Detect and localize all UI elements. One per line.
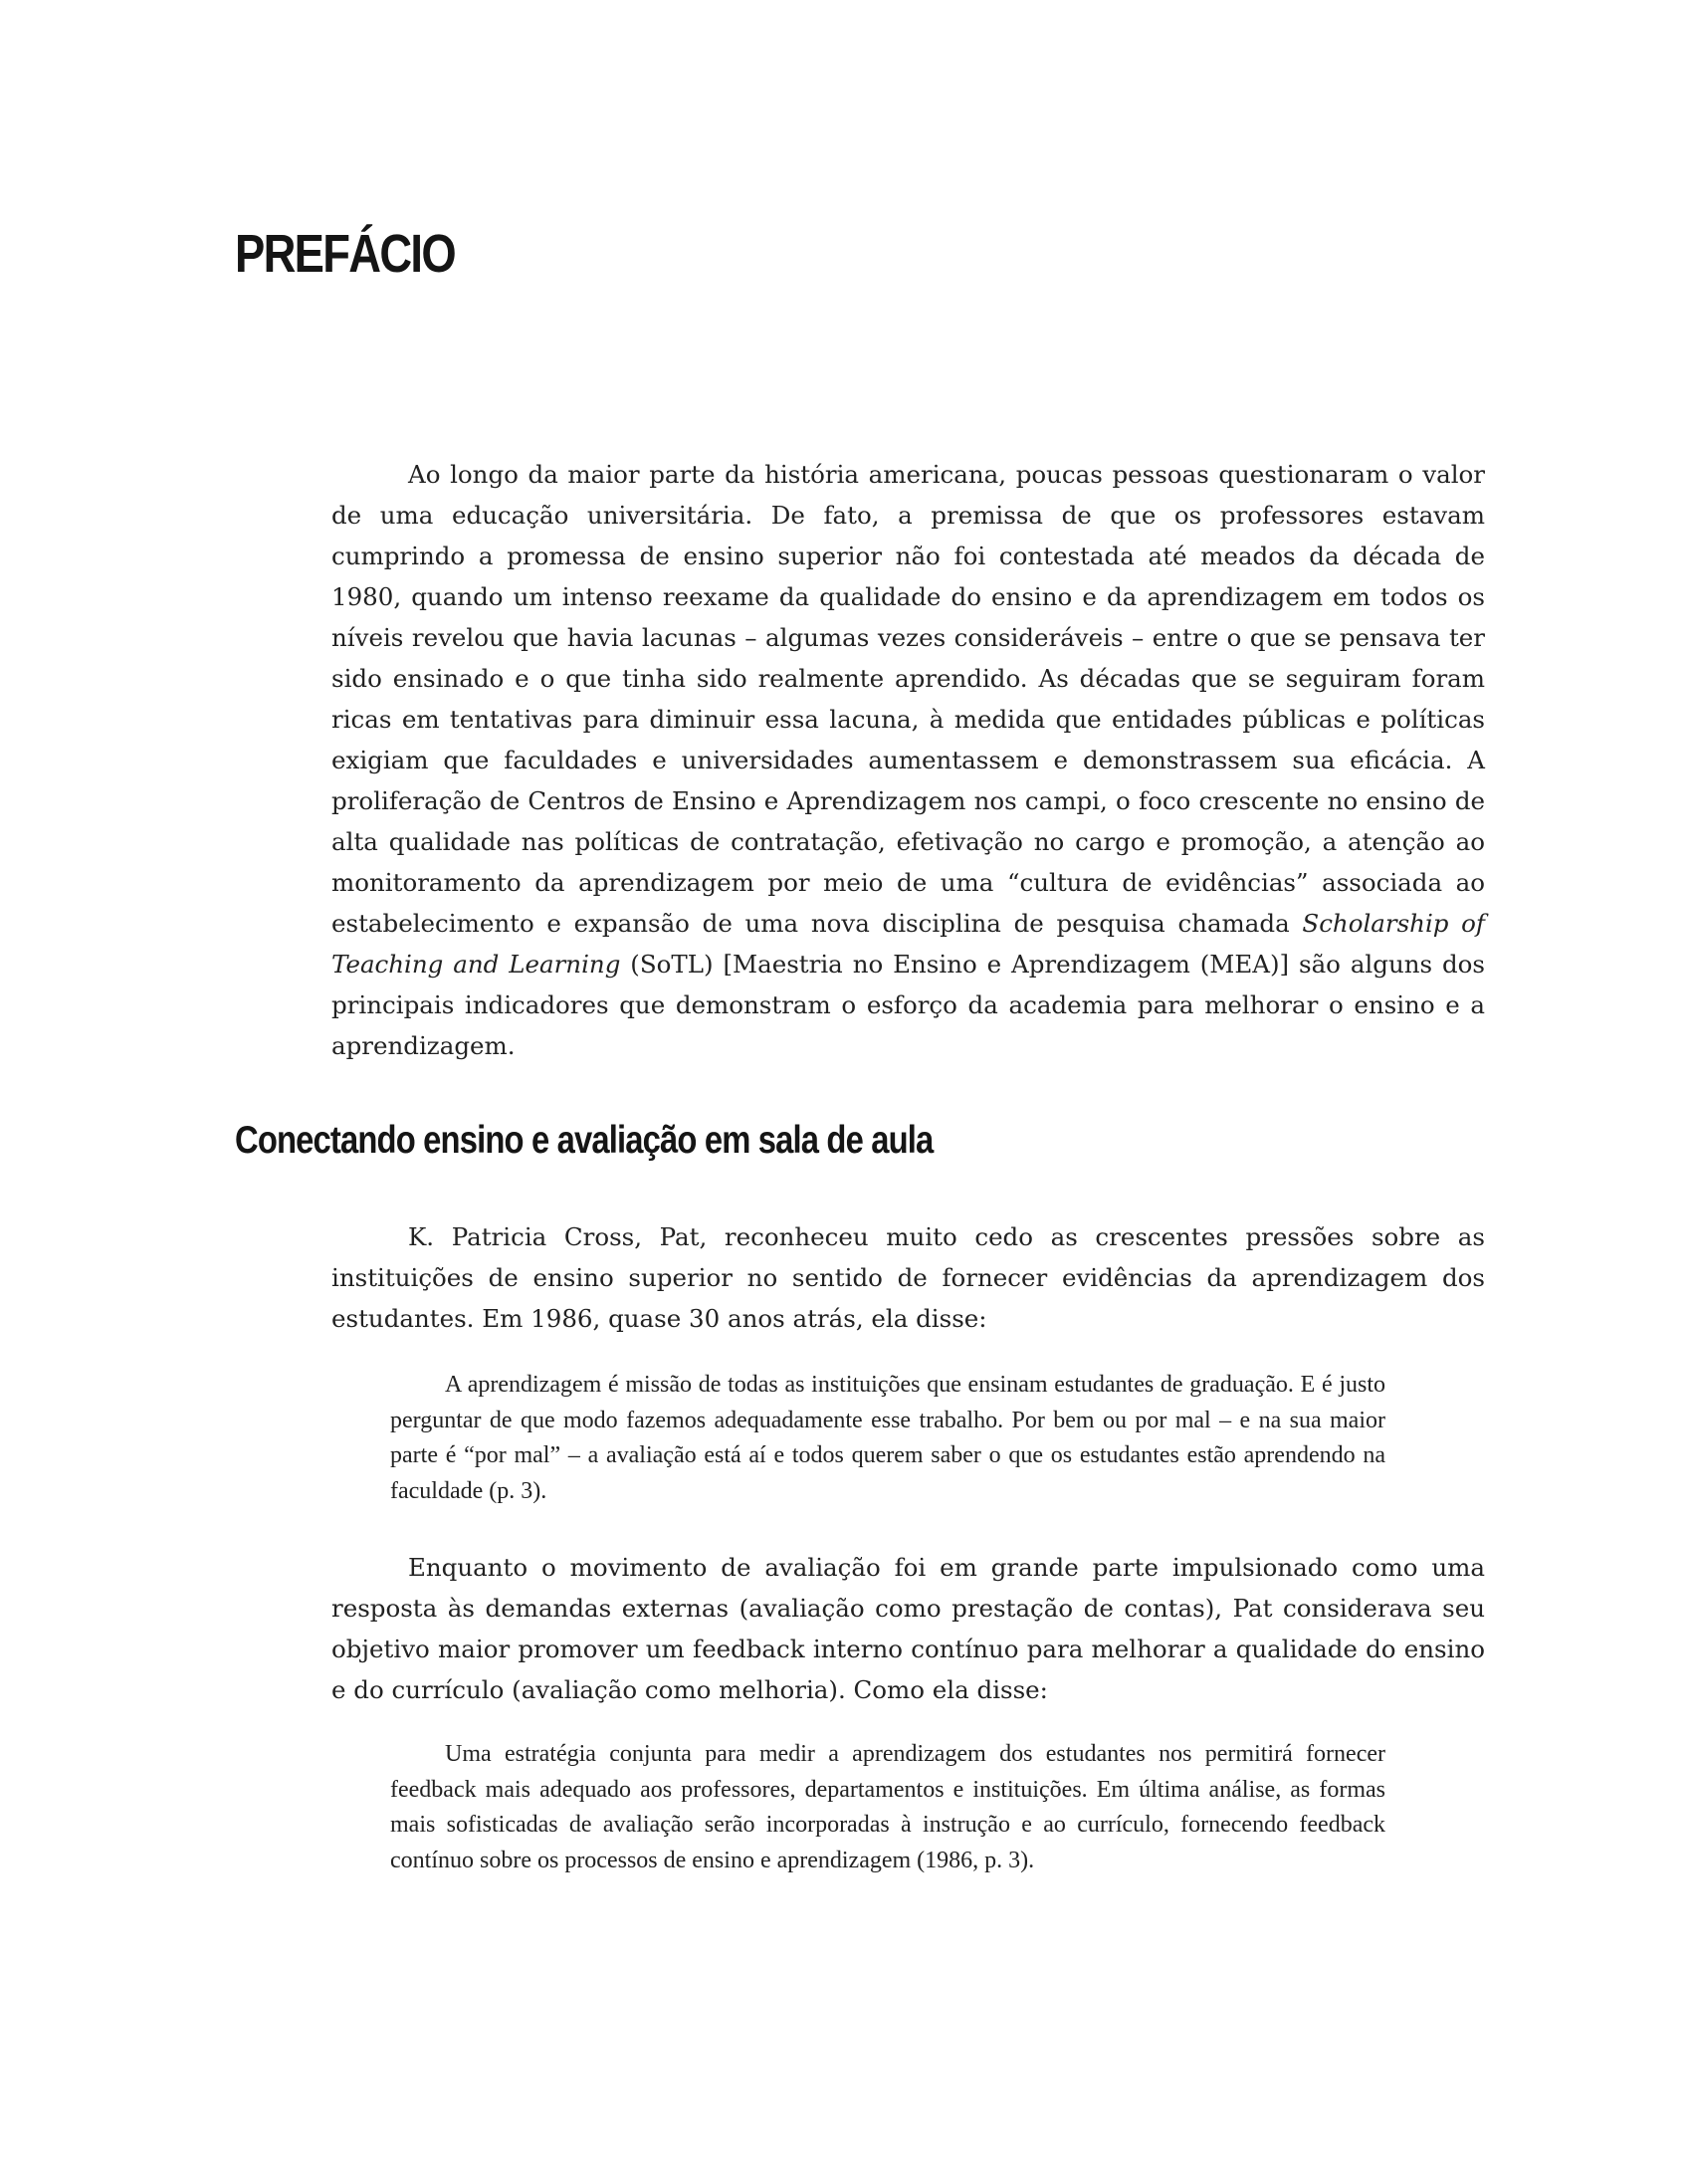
intro-text-part-1: Ao longo da maior parte da história americana, poucas pessoas questionaram o valor de uma educação universitária. De fato, a premissa de que os professores estavam cumprindo a promessa de ensino superior não foi contestada até meados da década de 1980, quando um intenso reexame da qualidade do ensino e da aprendizagem em todos os níveis revelou que havia lacunas – algumas vezes consideráveis – entre o que se pensava ter sido ensinado e o que tinha sido realmente aprendido. As décadas que se seguiram foram ricas em tentativas para diminuir essa lacuna, à medida que entidades públicas e políticas exigiam que faculdades e universidades aumentassem e demonstrassem sua eficácia. A proliferação de Centros de Ensino e Aprendizagem nos campi, o foco crescente no ensino de alta qualidade nas políticas de contratação, efetivação no cargo e promoção, a atenção ao monitoramento da aprendizagem por meio de uma “cultura de evidências” associada ao estabelecimento e expansão de uma nova disciplina de pesquisa chamada xyxy=(331,460,1485,938)
intro-paragraph xyxy=(331,454,1485,1066)
section-paragraph-1: K. Patricia Cross, Pat, reconheceu muito cedo as crescentes pressões sobre as instituições de ensino superior no sentido de fornecer evidências da aprendizagem dos estudantes. Em 1986, quase 30 anos atrás, ela disse: xyxy=(331,1222,1485,1333)
intro-text-part-2: (SoTL) [Maestria no Ensino e Aprendizagem (MEA)] são alguns dos principais indicadores que demonstram o esforço da academia para melhorar o ensino e a aprendizagem. xyxy=(331,950,1485,1060)
chapter-title: PREFÁCIO xyxy=(235,224,455,284)
section-heading: Conectando ensino e avaliação em sala de aula xyxy=(235,1119,934,1162)
intro-italic-term: Scholarship of Teaching and Learning xyxy=(331,909,1485,979)
block-quote-2: Uma estratégia conjunta para medir a aprendizagem dos estudantes nos permitirá fornecer feedback mais adequado aos professores, departamentos e instituições. Em última análise, as formas mais sofisticadas de avaliação serão incorporadas à instrução e ao currículo, fornecendo feedback contínuo sobre os processos de ensino e aprendizagem (1986, p. 3). xyxy=(390,1741,1385,1873)
section-paragraph-2: Enquanto o movimento de avaliação foi em grande parte impulsionado como uma resposta às demandas externas (avaliação como prestação de contas), Pat considerava seu objetivo maior promover um feedback interno contínuo para melhorar a qualidade do ensino e do currículo (avaliação como melhoria). Como ela disse: xyxy=(331,1553,1485,1704)
block-quote-1: A aprendizagem é missão de todas as instituições que ensinam estudantes de graduação. E é justo perguntar de que modo fazemos adequadamente esse trabalho. Por bem ou por mal – e na sua maior parte é “por mal” – a avaliação está aí e todos querem saber o que os estudantes estão aprendendo na faculdade (p. 3). xyxy=(390,1372,1385,1504)
